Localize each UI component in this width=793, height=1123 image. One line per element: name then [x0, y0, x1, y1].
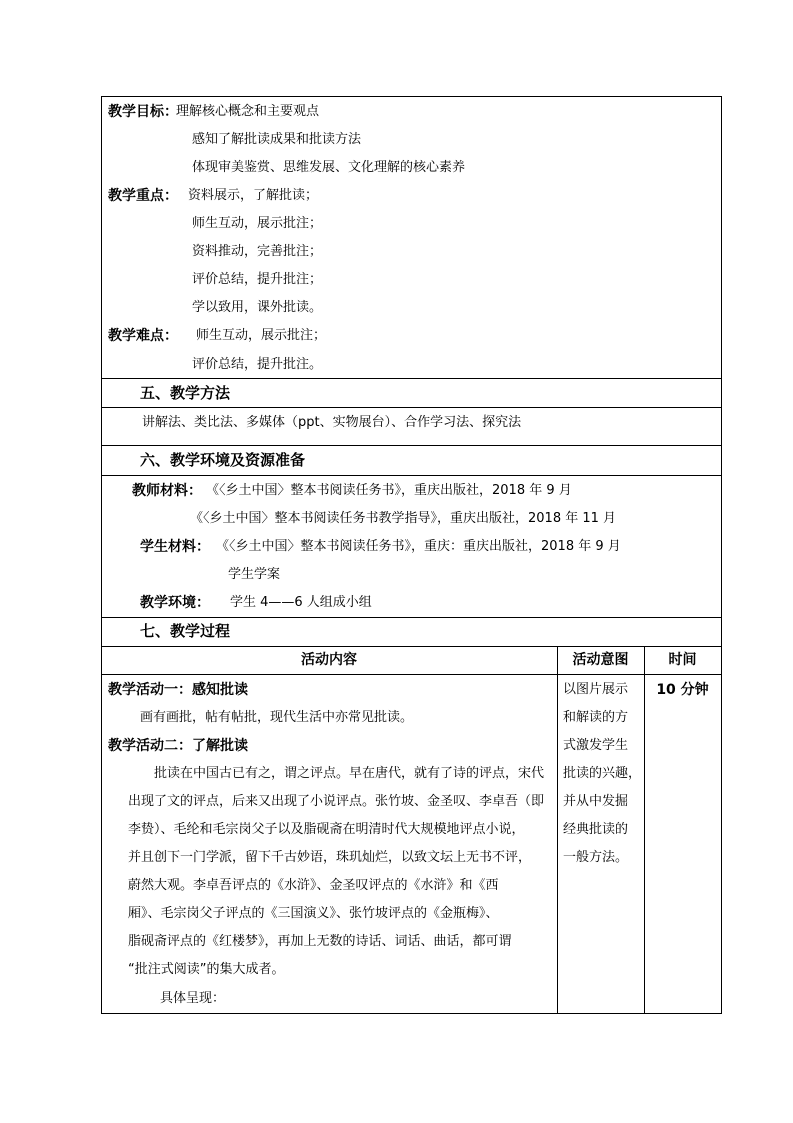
difficulty-item: 师生互动，展示批注；	[196, 328, 327, 343]
difficulty-item: 评价总结，提升批注。	[192, 357, 323, 372]
objective-item: 体现审美鉴赏、思维发展、文化理解的核心素养	[192, 160, 466, 175]
intent-line: 批读的兴趣，	[563, 766, 642, 781]
section-title-resources: 六、教学环境及资源准备	[140, 451, 306, 469]
table-border-right	[721, 96, 722, 1014]
key-points-label: 教学重点：	[108, 188, 178, 204]
student-materials-label: 学生材料：	[140, 539, 210, 555]
column-divider-2	[644, 646, 645, 1014]
methods-content: 讲解法、类比法、多媒体（ppt、实物展台）、合作学习法、探究法	[142, 415, 522, 430]
column-header-content: 活动内容	[301, 652, 357, 668]
table-border-left	[101, 96, 102, 1014]
section-title-methods: 五、教学方法	[140, 384, 231, 402]
activity-1-title: 教学活动一：感知批读	[108, 682, 248, 698]
student-material-item: 《〈乡土中国〉整本书阅读任务书》，重庆：重庆出版社，2018 年 9 月	[216, 539, 621, 554]
table-divider-6b	[101, 475, 722, 476]
objective-item: 理解核心概念和主要观点	[176, 104, 320, 119]
section-title-process: 七、教学过程	[140, 622, 231, 640]
activity-2-line: 厢》、毛宗岗父子评点的《三国演义》、张竹坡评点的《金瓶梅》、	[128, 906, 499, 921]
activity-2-line: 批读在中国古已有之，谓之评点。早在唐代，就有了诗的评点，宋代	[154, 766, 545, 781]
key-point-item: 师生互动，展示批注；	[192, 216, 323, 231]
teacher-materials-label: 教师材料：	[132, 483, 202, 499]
activity-1-text: 画有画批，帖有帖批，现代生活中亦常见批读。	[140, 710, 414, 725]
table-border-bottom	[101, 1013, 722, 1014]
teacher-material-item: 《〈乡土中国〉整本书阅读任务书》，重庆出版社，2018 年 9 月	[206, 483, 572, 498]
intent-line: 并从中发掘	[563, 794, 629, 809]
table-divider-5	[101, 378, 722, 379]
difficulties-label: 教学难点：	[108, 328, 178, 344]
activity-2-line: 蔚然大观。李卓吾评点的《水浒》、金圣叹评点的《水浒》和《西	[128, 878, 499, 893]
environment-value: 学生 4——6 人组成小组	[230, 595, 372, 610]
column-divider-1	[557, 646, 558, 1014]
specific-presentation: 具体呈现：	[160, 991, 226, 1006]
table-divider-7b	[101, 646, 722, 647]
column-header-intent: 活动意图	[572, 652, 629, 668]
objective-item: 感知了解批读成果和批读方法	[192, 132, 362, 147]
student-material-item: 学生学案	[228, 567, 281, 582]
environment-label: 教学环境：	[140, 595, 210, 611]
table-divider-7	[101, 617, 722, 618]
key-point-item: 学以致用，课外批读。	[192, 300, 323, 315]
key-point-item: 评价总结，提升批注；	[192, 272, 323, 287]
objectives-label: 教学目标：	[108, 104, 178, 120]
key-point-item: 资料展示，了解批读；	[188, 188, 319, 203]
activity-2-line: 出现了文的评点，后来又出现了小说评点。张竹坡、金圣叹、李卓吾（即	[128, 794, 545, 809]
intent-line: 和解读的方	[563, 710, 629, 725]
activity-2-title: 教学活动二：了解批读	[108, 738, 248, 754]
column-header-time: 时间	[668, 652, 697, 668]
key-point-item: 资料推动，完善批注；	[192, 244, 323, 259]
activity-2-line: 脂砚斋评点的《红楼梦》，再加上无数的诗话、词话、曲话，都可谓	[128, 934, 512, 949]
intent-line: 一般方法。	[563, 850, 629, 865]
table-border-top	[101, 96, 722, 97]
intent-line: 以图片展示	[563, 682, 629, 697]
intent-line: 式激发学生	[563, 738, 629, 753]
activity-2-line: “批注式阅读”的集大成者。	[128, 962, 285, 977]
activity-2-line: 李贽）、毛纶和毛宗岗父子以及脂砚斋在明清时代大规模地评点小说，	[128, 822, 525, 837]
table-divider-6	[101, 445, 722, 446]
table-divider-5b	[101, 407, 722, 408]
teacher-material-item: 《〈乡土中国〉整本书阅读任务书教学指导》，重庆出版社，2018 年 11 月	[190, 511, 617, 526]
intent-line: 经典批读的	[563, 822, 629, 837]
activity-2-line: 并且创下一门学派，留下千古妙语，珠玑灿烂，以致文坛上无书不评，	[128, 850, 532, 865]
activity-time: 10 分钟	[656, 682, 709, 698]
table-divider-header	[101, 674, 722, 675]
